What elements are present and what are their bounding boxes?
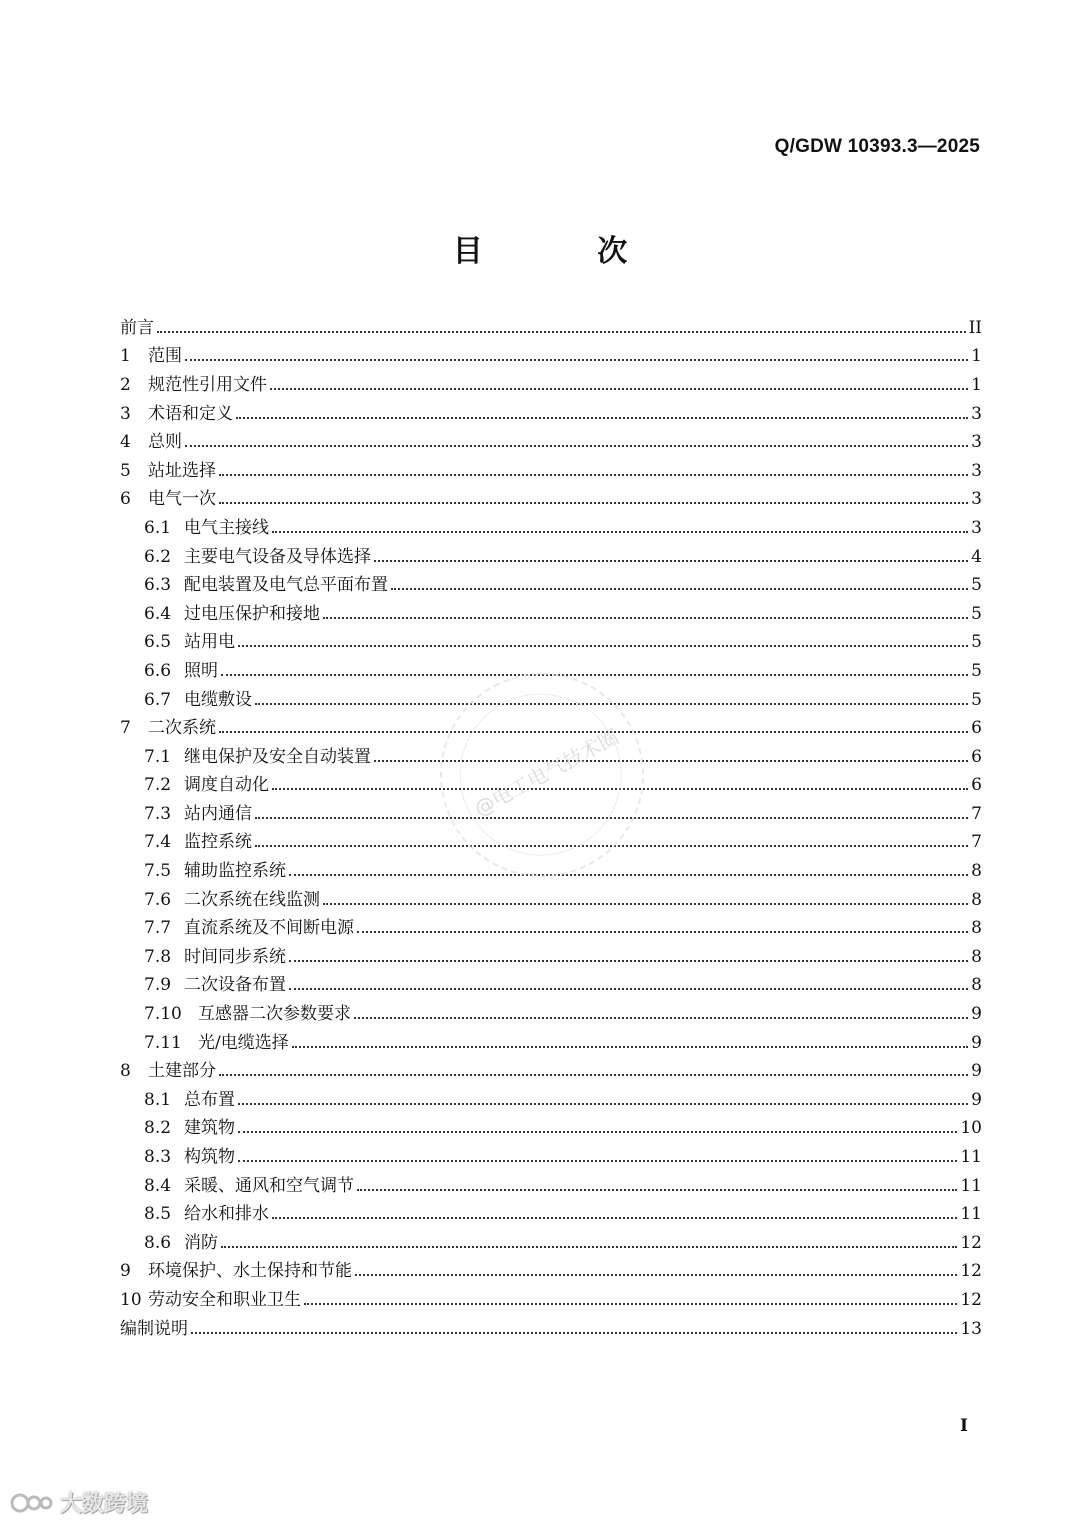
toc-entry-page: 5 <box>971 660 982 681</box>
toc-entry-number: 7.9 <box>144 975 172 996</box>
toc-entry-title: 电缆敷设 <box>184 689 252 710</box>
toc-entry[interactable] <box>120 428 982 457</box>
toc-entry-title: 电气主接线 <box>184 517 269 538</box>
brand-name: 大数跨境 <box>60 1492 149 1517</box>
toc-entry-number: 7.10 <box>144 1004 182 1025</box>
toc-leader-dots <box>272 530 968 533</box>
toc-entry[interactable] <box>120 1057 982 1086</box>
toc-entry-page: 6 <box>971 775 982 796</box>
toc-entry[interactable] <box>120 1115 982 1144</box>
toc-leader-dots <box>323 616 968 619</box>
toc-entry-number: 7.4 <box>144 832 172 853</box>
toc-entry-number: 4 <box>120 432 131 453</box>
toc-entry[interactable] <box>120 457 982 486</box>
toc-entry-title: 站址选择 <box>148 460 216 481</box>
toc-entry-number: 6.4 <box>144 603 172 624</box>
toc-leader-dots <box>219 1073 968 1076</box>
toc-entry-page: 11 <box>960 1147 982 1168</box>
toc-entry-title: 配电装置及电气总平面布置 <box>184 575 388 596</box>
toc-entry-number: 7.7 <box>144 918 172 939</box>
toc-entry-title: 时间同步系统 <box>184 946 286 967</box>
toc-entry-number: 3 <box>120 403 131 424</box>
toc-entry[interactable] <box>120 972 982 1001</box>
standard-code: Q/GDW 10393.3—2025 <box>774 136 980 157</box>
toc-entry-title: 消防 <box>184 1232 218 1253</box>
toc-entry-title: 环境保护、水土保持和节能 <box>148 1261 352 1282</box>
toc-leader-dots <box>355 1273 957 1276</box>
toc-entry-number: 1 <box>120 346 131 367</box>
toc-entry-page: 8 <box>971 975 982 996</box>
toc-entry-number: 8.3 <box>144 1147 172 1168</box>
toc-entry-title: 土建部分 <box>148 1061 216 1082</box>
toc-entry-number: 2 <box>120 374 131 395</box>
toc-entry-title: 前言 <box>120 317 154 338</box>
toc-entry[interactable] <box>120 314 982 343</box>
toc-entry[interactable] <box>120 486 982 515</box>
toc-entry-number: 8.6 <box>144 1232 172 1253</box>
toc-leader-dots <box>357 1188 957 1191</box>
toc-entry-page: 12 <box>960 1232 982 1253</box>
toc-leader-dots <box>323 902 968 905</box>
toc-entry-number: 6.6 <box>144 660 172 681</box>
toc-entry-title: 总布置 <box>184 1089 235 1110</box>
toc-leader-dots <box>238 644 968 647</box>
toc-entry-title: 站内通信 <box>184 803 252 824</box>
toc-entry[interactable] <box>120 943 982 972</box>
toc-entry-title: 建筑物 <box>184 1118 235 1139</box>
toc-entry-title: 范围 <box>148 346 182 367</box>
toc-entry-number: 7 <box>120 718 131 739</box>
toc-entry-title: 监控系统 <box>184 832 252 853</box>
toc-entry-title: 构筑物 <box>184 1147 235 1168</box>
toc-entry-page: 1 <box>971 374 982 395</box>
toc-entry-number: 7.3 <box>144 803 172 824</box>
toc-entry-number: 6.5 <box>144 632 172 653</box>
toc-entry-page: 3 <box>971 517 982 538</box>
toc-entry-number: 8 <box>120 1061 131 1082</box>
toc-entry[interactable] <box>120 1258 982 1287</box>
toc-entry-number: 9 <box>120 1261 131 1282</box>
toc-entry[interactable] <box>120 543 982 572</box>
toc-entry-number: 6.1 <box>144 517 172 538</box>
toc-entry[interactable] <box>120 571 982 600</box>
toc-entry[interactable] <box>120 1286 982 1315</box>
toc-entry-page: 6 <box>971 718 982 739</box>
toc-entry-number: 6 <box>120 489 131 510</box>
toc-entry-page: 1 <box>971 346 982 367</box>
toc-entry-page: 3 <box>971 489 982 510</box>
toc-entry-number: 7.8 <box>144 946 172 967</box>
toc-entry-title: 给水和排水 <box>184 1204 269 1225</box>
toc-entry-title: 调度自动化 <box>184 775 269 796</box>
toc-entry-page: 7 <box>971 803 982 824</box>
toc-entry-page: 6 <box>971 746 982 767</box>
toc-entry-title: 照明 <box>184 660 218 681</box>
toc-entry-page: 9 <box>971 1061 982 1082</box>
brand-logo <box>10 1487 148 1518</box>
toc-entry-page: 5 <box>971 575 982 596</box>
brand-icon <box>10 1491 54 1515</box>
toc-entry-page: 3 <box>971 432 982 453</box>
toc-leader-dots <box>157 330 966 333</box>
toc-entry-title: 劳动安全和职业卫生 <box>148 1289 301 1310</box>
toc-leader-dots <box>221 673 968 676</box>
toc-entry-page: 5 <box>971 603 982 624</box>
toc-entry-number: 7.2 <box>144 775 172 796</box>
toc-leader-dots <box>289 959 968 962</box>
toc-entry-number: 6.7 <box>144 689 172 710</box>
toc-entry-title: 编制说明 <box>120 1318 188 1339</box>
toc-entry[interactable] <box>120 1143 982 1172</box>
toc-leader-dots <box>238 1159 957 1162</box>
toc-entry-page: 8 <box>971 918 982 939</box>
toc-entry-title: 主要电气设备及导体选择 <box>184 546 371 567</box>
toc-entry-page: 8 <box>971 861 982 882</box>
page-number: I <box>960 1416 968 1436</box>
toc-entry-number: 10 <box>120 1289 142 1310</box>
toc-entry-number: 7.6 <box>144 889 172 910</box>
toc-entry[interactable] <box>120 886 982 915</box>
toc-entry-page: 4 <box>971 546 982 567</box>
toc-entry-title: 过电压保护和接地 <box>184 603 320 624</box>
toc-entry-title: 继电保护及安全自动装置 <box>184 746 371 767</box>
toc-entry[interactable] <box>120 400 982 429</box>
toc-entry[interactable] <box>120 1229 982 1258</box>
toc-leader-dots <box>374 559 968 562</box>
toc-entry-page: 5 <box>971 632 982 653</box>
toc-entry-number: 6.3 <box>144 575 172 596</box>
toc-entry-number: 8.5 <box>144 1204 172 1225</box>
toc-entry-number: 5 <box>120 460 131 481</box>
toc-entry-page: 9 <box>971 1032 982 1053</box>
toc-leader-dots <box>292 1045 968 1048</box>
toc-entry-page: II <box>968 317 982 338</box>
toc-entry[interactable] <box>120 371 982 400</box>
toc-leader-dots <box>185 358 968 361</box>
toc-entry-title: 直流系统及不间断电源 <box>184 918 354 939</box>
toc-leader-dots <box>191 1331 957 1334</box>
toc-entry-title: 规范性引用文件 <box>148 374 267 395</box>
toc-entry-page: 3 <box>971 460 982 481</box>
toc-entry-number: 8.1 <box>144 1089 172 1110</box>
toc-leader-dots <box>391 587 968 590</box>
toc-leader-dots <box>270 387 968 390</box>
toc-leader-dots <box>238 1102 968 1105</box>
toc-entry-number: 7.11 <box>144 1032 182 1053</box>
toc-entry-title: 光/电缆选择 <box>198 1032 289 1053</box>
toc-entry[interactable] <box>120 1086 982 1115</box>
toc-entry-page: 7 <box>971 832 982 853</box>
toc-leader-dots <box>236 416 968 419</box>
toc-entry-title: 采暖、通风和空气调节 <box>184 1175 354 1196</box>
toc-entry-number: 7.5 <box>144 861 172 882</box>
toc-leader-dots <box>238 1130 957 1133</box>
toc-entry[interactable] <box>120 914 982 943</box>
toc-leader-dots <box>272 1216 957 1219</box>
toc-leader-dots <box>289 873 968 876</box>
toc-entry-title: 二次系统在线监测 <box>184 889 320 910</box>
toc-entry[interactable] <box>120 1172 982 1201</box>
toc-leader-dots <box>219 473 968 476</box>
toc-leader-dots <box>357 930 968 933</box>
toc-entry-title: 站用电 <box>184 632 235 653</box>
toc-entry[interactable] <box>120 1200 982 1229</box>
toc-entry-title: 二次系统 <box>148 718 216 739</box>
toc-entry[interactable] <box>120 343 982 372</box>
toc-entry[interactable] <box>120 629 982 658</box>
toc-entry-page: 3 <box>971 403 982 424</box>
toc-entry-number: 8.2 <box>144 1118 172 1139</box>
toc-entry-page: 11 <box>960 1175 982 1196</box>
toc-entry-title: 总则 <box>148 432 182 453</box>
toc-entry-page: 13 <box>960 1318 982 1339</box>
toc-leader-dots <box>304 1302 957 1305</box>
toc-entry[interactable] <box>120 1029 982 1058</box>
toc-entry-title: 辅助监控系统 <box>184 861 286 882</box>
toc-leader-dots <box>354 1016 968 1019</box>
watermark-text: @电工电气技术圈 <box>470 724 623 821</box>
toc-entry-number: 8.4 <box>144 1175 172 1196</box>
toc-entry-page: 9 <box>971 1089 982 1110</box>
toc-leader-dots <box>219 501 968 504</box>
toc-entry-page: 10 <box>960 1118 982 1139</box>
toc-entry-page: 12 <box>960 1289 982 1310</box>
toc-entry-title: 互感器二次参数要求 <box>198 1004 351 1025</box>
toc-leader-dots <box>289 987 968 990</box>
toc-entry[interactable] <box>120 1000 982 1029</box>
toc-entry-title: 电气一次 <box>148 489 216 510</box>
toc-entry-title: 术语和定义 <box>148 403 233 424</box>
toc-entry-page: 9 <box>971 1004 982 1025</box>
toc-entry-number: 7.1 <box>144 746 172 767</box>
page-title: 目 次 <box>452 234 680 269</box>
toc-entry[interactable] <box>120 514 982 543</box>
toc-entry-page: 5 <box>971 689 982 710</box>
toc-entry-page: 11 <box>960 1204 982 1225</box>
toc-entry-page: 8 <box>971 946 982 967</box>
toc-entry-page: 12 <box>960 1261 982 1282</box>
toc-entry-page: 8 <box>971 889 982 910</box>
toc-entry-number: 6.2 <box>144 546 172 567</box>
toc-entry[interactable] <box>120 600 982 629</box>
toc-leader-dots <box>221 1245 957 1248</box>
toc-leader-dots <box>185 444 968 447</box>
toc-entry[interactable] <box>120 1315 982 1344</box>
toc-entry-title: 二次设备布置 <box>184 975 286 996</box>
